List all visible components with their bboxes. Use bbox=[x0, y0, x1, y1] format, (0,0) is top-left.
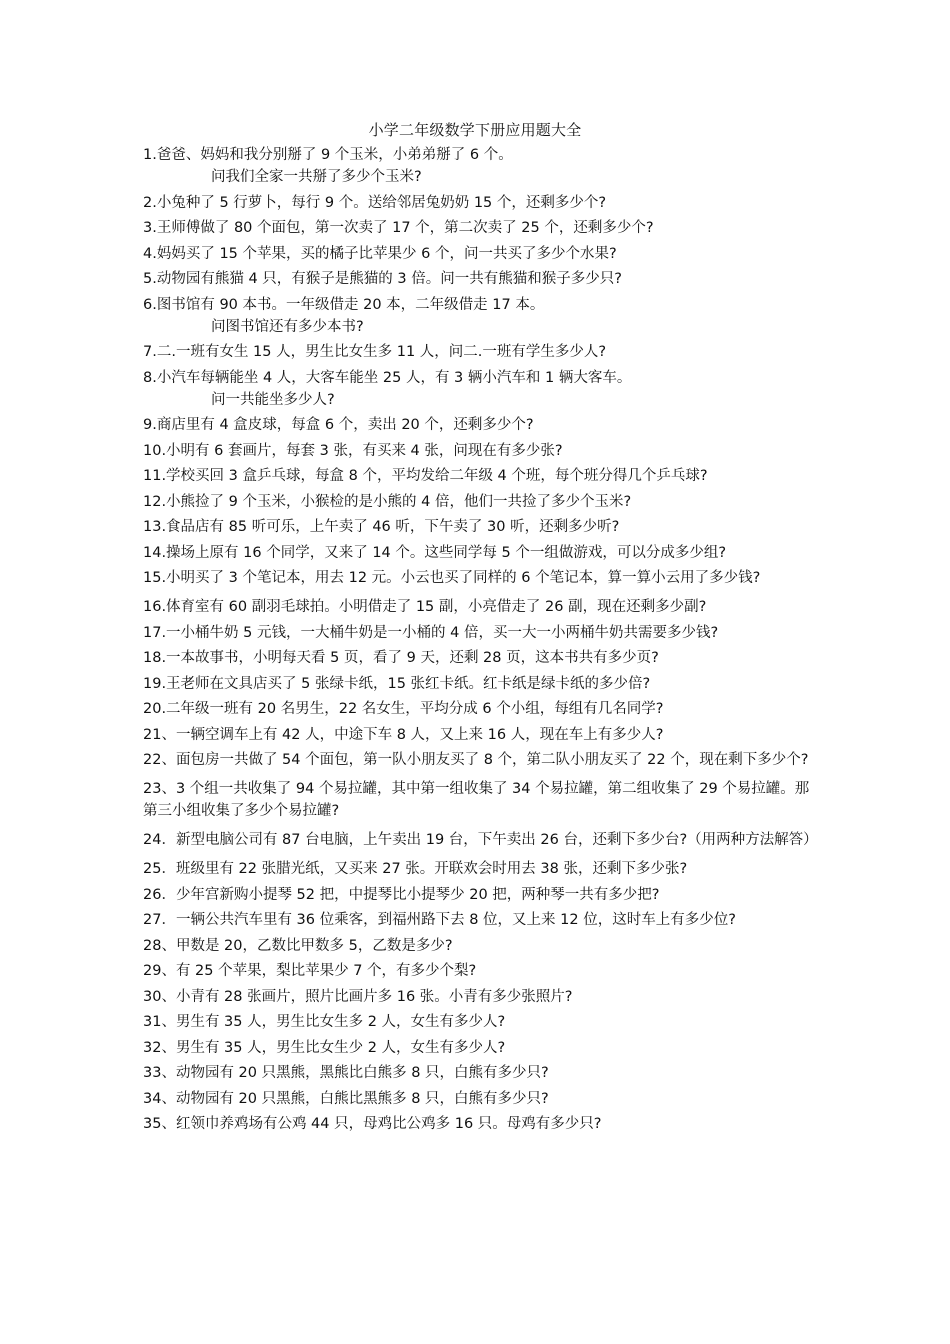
question-continuation: 问图书馆还有多少本书? bbox=[211, 318, 364, 335]
question-text: 2.小兔种了 5 行萝卜，每行 9 个。送给邻居兔奶奶 15 个，还剩多少个? bbox=[143, 194, 607, 211]
question-item bbox=[143, 1037, 811, 1059]
question-text: 34、动物园有 20 只黑熊，白熊比黑熊多 8 只，白熊有多少只? bbox=[143, 1090, 549, 1107]
question-text: 30、小青有 28 张画片，照片比画片多 16 张。小青有多少张照片? bbox=[143, 988, 573, 1005]
question-continuation: 问我们全家一共掰了多少个玉米? bbox=[211, 169, 422, 185]
question-item bbox=[143, 724, 811, 746]
question-item bbox=[143, 778, 811, 822]
question-item bbox=[143, 647, 811, 669]
question-item bbox=[143, 341, 811, 363]
question-text: 13.食品店有 85 听可乐，上午卖了 46 听，下午卖了 30 听，还剩多少听? bbox=[143, 519, 620, 535]
question-item bbox=[143, 698, 811, 720]
question-text: 4.妈妈买了 15 个苹果，买的橘子比苹果少 6 个，问一共买了多少个水果? bbox=[143, 245, 617, 262]
question-item bbox=[143, 268, 811, 290]
question-item bbox=[143, 542, 811, 564]
question-item bbox=[143, 144, 811, 188]
question-item bbox=[143, 1062, 811, 1084]
question-text: 33、动物园有 20 只黑熊，黑熊比白熊多 8 只，白熊有多少只? bbox=[143, 1065, 549, 1081]
question-text: 18.一本故事书，小明每天看 5 页，看了 9 天，还剩 28 页，这本书共有多少页? bbox=[143, 650, 659, 666]
question-text: 22、面包房一共做了 54 个面包，第一队小朋友买了 8 个，第二队小朋友买了 22 个，现在剩下多少个? bbox=[143, 752, 809, 768]
question-text: 16.体育室有 60 副羽毛球拍。小明借走了 15 副，小亮借走了 26 副，现在还剩多少副? bbox=[143, 599, 707, 615]
question-text: 19.王老师在文具店买了 5 张绿卡纸，15 张红卡纸。红卡纸是绿卡纸的多少倍? bbox=[143, 675, 651, 692]
question-text: 26．少年宫新购小提琴 52 把，中提琴比小提琴少 20 把，两种琴一共有多少把? bbox=[143, 886, 660, 903]
question-text: 3.王师傅做了 80 个面包，第一次卖了 17 个，第二次卖了 25 个，还剩多少个? bbox=[143, 220, 654, 236]
question-text: 24．新型电脑公司有 87 台电脑，上午卖出 19 台，下午卖出 26 台，还剩下多少台?（用两种方法解答） bbox=[143, 832, 818, 848]
question-text: 27．一辆公共汽车里有 36 位乘客，到福州路下去 8 位，又上来 12 位，这时车上有多少位? bbox=[143, 912, 736, 928]
question-text: 10.小明有 6 套画片，每套 3 张，有买来 4 张，问现在有多少张? bbox=[143, 442, 563, 459]
question-text: 25．班级里有 22 张腊光纸，又买来 27 张。开联欢会时用去 38 张，还剩下多少张? bbox=[143, 861, 688, 877]
question-item bbox=[143, 673, 811, 695]
question-text: 21、一辆空调车上有 42 人，中途下车 8 人，又上来 16 人，现在车上有多少人? bbox=[143, 726, 664, 743]
question-item bbox=[143, 192, 811, 214]
question-text: 8.小汽车每辆能坐 4 人，大客车能坐 25 人，有 3 辆小汽车和 1 辆大客车。 bbox=[143, 369, 632, 386]
question-text: 14.操场上原有 16 个同学，又来了 14 个。这些同学每 5 个一组做游戏，可以分成多少组? bbox=[143, 544, 727, 561]
question-item bbox=[143, 749, 811, 771]
question-item bbox=[143, 858, 811, 880]
question-text: 9.商店里有 4 盒皮球，每盒 6 个，卖出 20 个，还剩多少个? bbox=[143, 417, 534, 433]
question-item bbox=[143, 414, 811, 436]
question-item bbox=[143, 884, 811, 906]
question-list bbox=[143, 144, 818, 1139]
question-text: 15.小明买了 3 个笔记本，用去 12 元。小云也买了同样的 6 个笔记本，算一算小云用了多少钱? bbox=[143, 570, 761, 586]
question-item bbox=[143, 596, 811, 618]
question-item bbox=[143, 367, 811, 411]
question-item bbox=[143, 491, 811, 513]
question-text: 32、男生有 35 人，男生比女生少 2 人，女生有多少人? bbox=[143, 1039, 506, 1056]
question-text: 6.图书馆有 90 本书。一年级借走 20 本，二年级借走 17 本。 bbox=[143, 296, 545, 313]
question-item bbox=[143, 440, 811, 462]
question-item bbox=[143, 622, 811, 644]
question-text: 31、男生有 35 人，男生比女生多 2 人，女生有多少人? bbox=[143, 1014, 506, 1030]
question-text: 23、3 个组一共收集了 94 个易拉罐，其中第一组收集了 34 个易拉罐，第二组收集了 29 个易拉罐。那第三小组收集了多少个易拉罐? bbox=[143, 781, 810, 819]
question-item bbox=[143, 243, 811, 265]
question-text: 29、有 25 个苹果，梨比苹果少 7 个，有多少个梨? bbox=[143, 963, 477, 979]
question-text: 11.学校买回 3 盒乒乓球，每盒 8 个，平均发给二年级 4 个班，每个班分得几个乒乓球? bbox=[143, 468, 708, 484]
question-item bbox=[143, 294, 811, 338]
question-text: 5.动物园有熊猫 4 只，有猴子是熊猫的 3 倍。问一共有熊猫和猴子多少只? bbox=[143, 271, 622, 287]
question-item bbox=[143, 567, 811, 589]
question-item bbox=[143, 960, 811, 982]
page-title: 小学二年级数学下册应用题大全 bbox=[368, 121, 582, 139]
question-text: 28、甲数是 20，乙数比甲数多 5，乙数是多少? bbox=[143, 937, 453, 954]
question-item bbox=[143, 986, 811, 1008]
question-item bbox=[143, 909, 811, 931]
question-text: 20.二年级一班有 20 名男生，22 名女生，平均分成 6 个小组，每组有几名同学? bbox=[143, 701, 664, 717]
question-text: 1.爸爸、妈妈和我分别掰了 9 个玉米，小弟弟掰了 6 个。 bbox=[143, 147, 513, 163]
question-item bbox=[143, 829, 818, 851]
question-item bbox=[143, 1088, 811, 1110]
question-continuation: 问一共能坐多少人? bbox=[211, 391, 335, 408]
question-text: 17.一小桶牛奶 5 元钱，一大桶牛奶是一小桶的 4 倍，买一大一小两桶牛奶共需要多少钱? bbox=[143, 624, 719, 641]
question-item bbox=[143, 516, 811, 538]
question-item bbox=[143, 935, 811, 957]
question-text: 12.小熊捡了 9 个玉米，小猴检的是小熊的 4 倍，他们一共捡了多少个玉米? bbox=[143, 493, 632, 510]
question-item bbox=[143, 465, 811, 487]
question-text: 35、红领巾养鸡场有公鸡 44 只，母鸡比公鸡多 16 只。母鸡有多少只? bbox=[143, 1116, 602, 1132]
question-item bbox=[143, 1011, 811, 1033]
question-item bbox=[143, 1113, 811, 1135]
question-item bbox=[143, 217, 811, 239]
question-text: 7.二.一班有女生 15 人，男生比女生多 11 人，问二.一班有学生多少人? bbox=[143, 344, 607, 360]
